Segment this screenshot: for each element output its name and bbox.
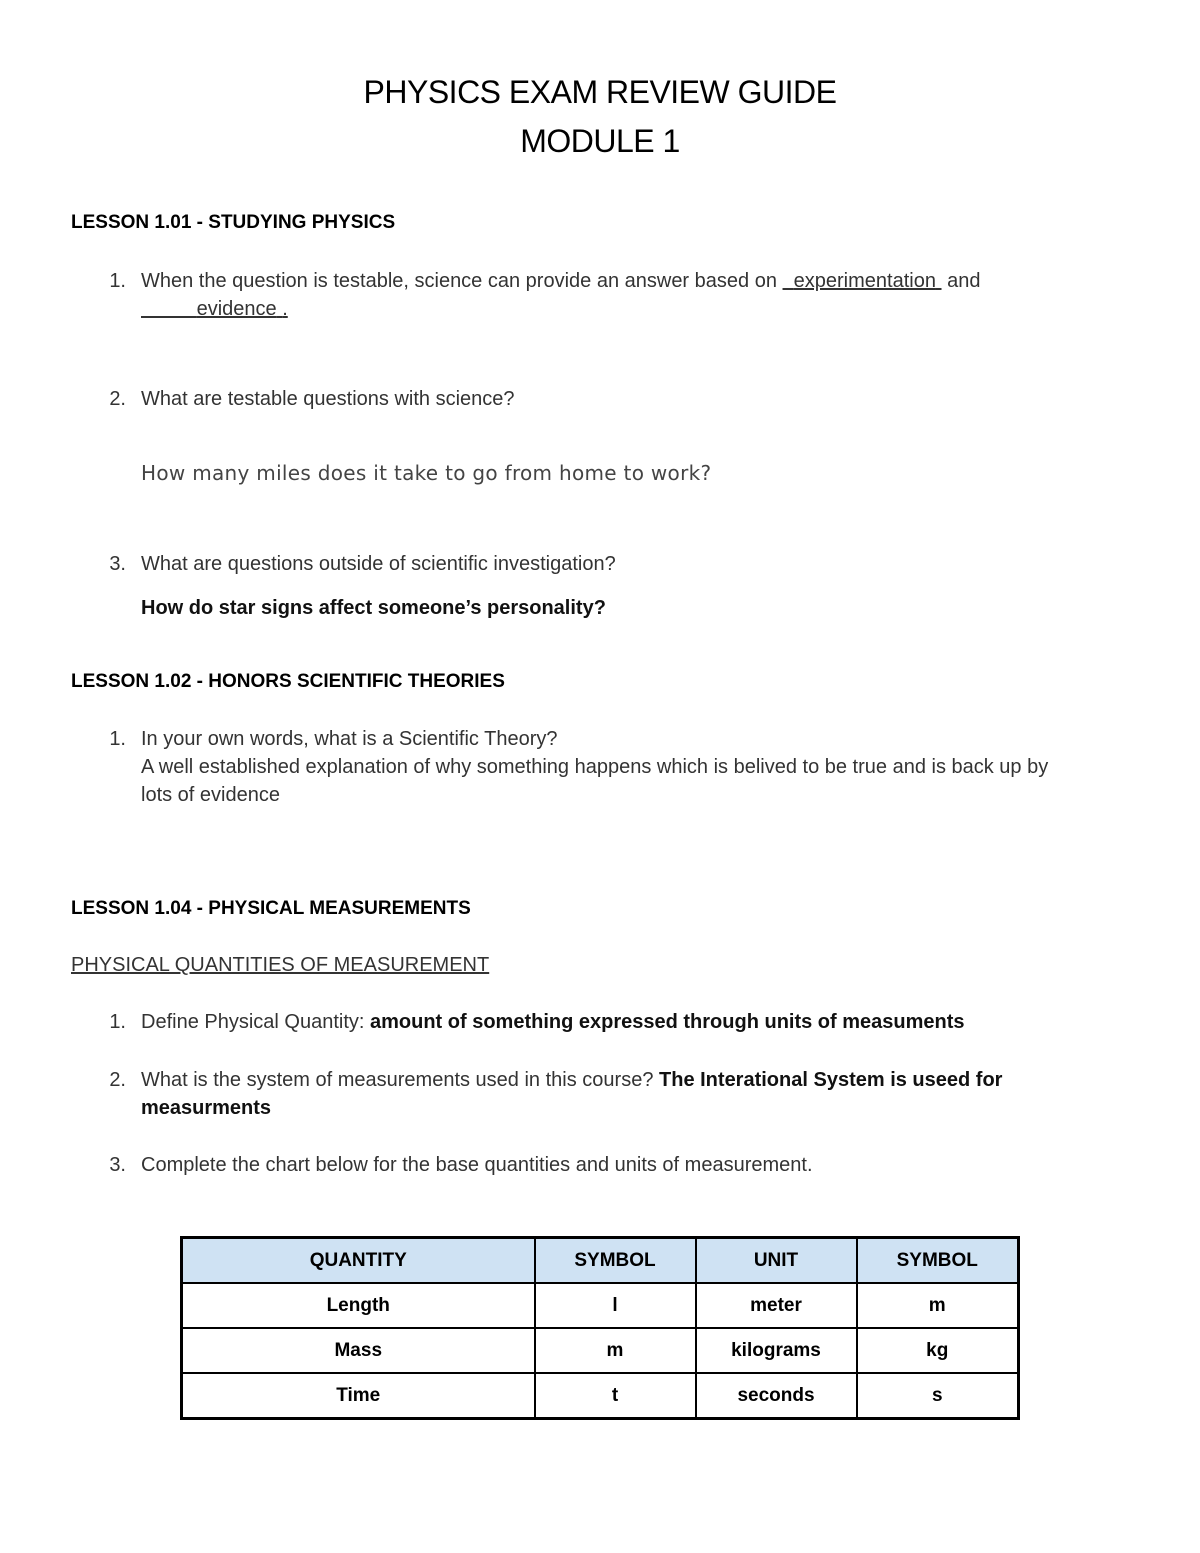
table-cell: m [857,1283,1019,1328]
answer-text: The Interational System is useed for [659,1069,1003,1091]
answer-text: amount of something expressed through units of measuments [370,1011,965,1033]
lesson-104-answer-2-cont: measurments [141,1097,272,1119]
question-number: 3. [109,553,126,575]
lesson-101-heading: LESSON 1.01 - STUDYING PHYSICS [71,212,396,233]
table-row [182,1373,1019,1419]
lesson-102-answer-line-1: A well established explanation of why something happens which is belived to be true and is back up by [141,756,1049,778]
conjunction-text: and [947,270,981,292]
header-unit: UNIT [696,1238,857,1284]
lesson-101-question-2: What are testable questions with science? [141,388,515,410]
header-quantity: QUANTITY [182,1238,535,1284]
lesson-104-question-1 [141,1008,965,1036]
table-cell: t [535,1373,696,1419]
header-unit-symbol: SYMBOL [857,1238,1019,1284]
lesson-102-answer-line-2: lots of evidence [141,784,280,806]
question-text: When the question is testable, science can provide an answer based on [141,270,777,292]
answer-blank-experimentation: experimentation [793,270,936,292]
lesson-102-question-1: In your own words, what is a Scientific Theory? [141,728,558,750]
table-cell: meter [696,1283,857,1328]
header-symbol: SYMBOL [535,1238,696,1284]
table-cell: seconds [696,1373,857,1419]
answer-blank-evidence: evidence . [196,298,288,320]
table-row [182,1328,1019,1373]
base-quantities-table [180,1236,1020,1420]
lesson-101-question-1 [141,267,980,295]
lesson-101-answer-2: How many miles does it take to go from home to work? [141,461,712,485]
question-text: Define Physical Quantity: [141,1011,365,1033]
page-title: PHYSICS EXAM REVIEW GUIDE [363,74,837,110]
lesson-101-question-3: What are questions outside of scientific investigation? [141,553,616,575]
question-number: 2. [109,388,126,410]
lesson-102-heading: LESSON 1.02 - HONORS SCIENTIFIC THEORIES [71,671,505,692]
table-cell: s [857,1373,1019,1419]
lesson-104-question-2 [141,1066,1002,1094]
question-number: 1. [109,728,126,750]
table-cell: m [535,1328,696,1373]
table-cell: Mass [182,1328,535,1373]
lesson-104-subheading: PHYSICAL QUANTITIES OF MEASUREMENT [71,954,490,976]
table-cell: Time [182,1373,535,1419]
lesson-104-heading: LESSON 1.04 - PHYSICAL MEASUREMENTS [71,898,471,919]
question-number: 1. [109,1011,126,1033]
table-cell: l [535,1283,696,1328]
question-text: What is the system of measurements used in this course? [141,1069,654,1091]
lesson-104-question-3: Complete the chart below for the base quantities and units of measurement. [141,1154,813,1176]
question-number: 2. [109,1069,126,1091]
question-number: 1. [109,270,126,292]
table-cell: Length [182,1283,535,1328]
question-number: 3. [109,1154,126,1176]
table-row [182,1283,1019,1328]
table-cell: kilograms [696,1328,857,1373]
lesson-101-question-1-cont [141,295,288,323]
lesson-101-answer-3: How do star signs affect someone’s personality? [141,597,606,619]
page-subtitle: MODULE 1 [520,123,680,159]
table-header-row [182,1238,1019,1284]
table-cell: kg [857,1328,1019,1373]
